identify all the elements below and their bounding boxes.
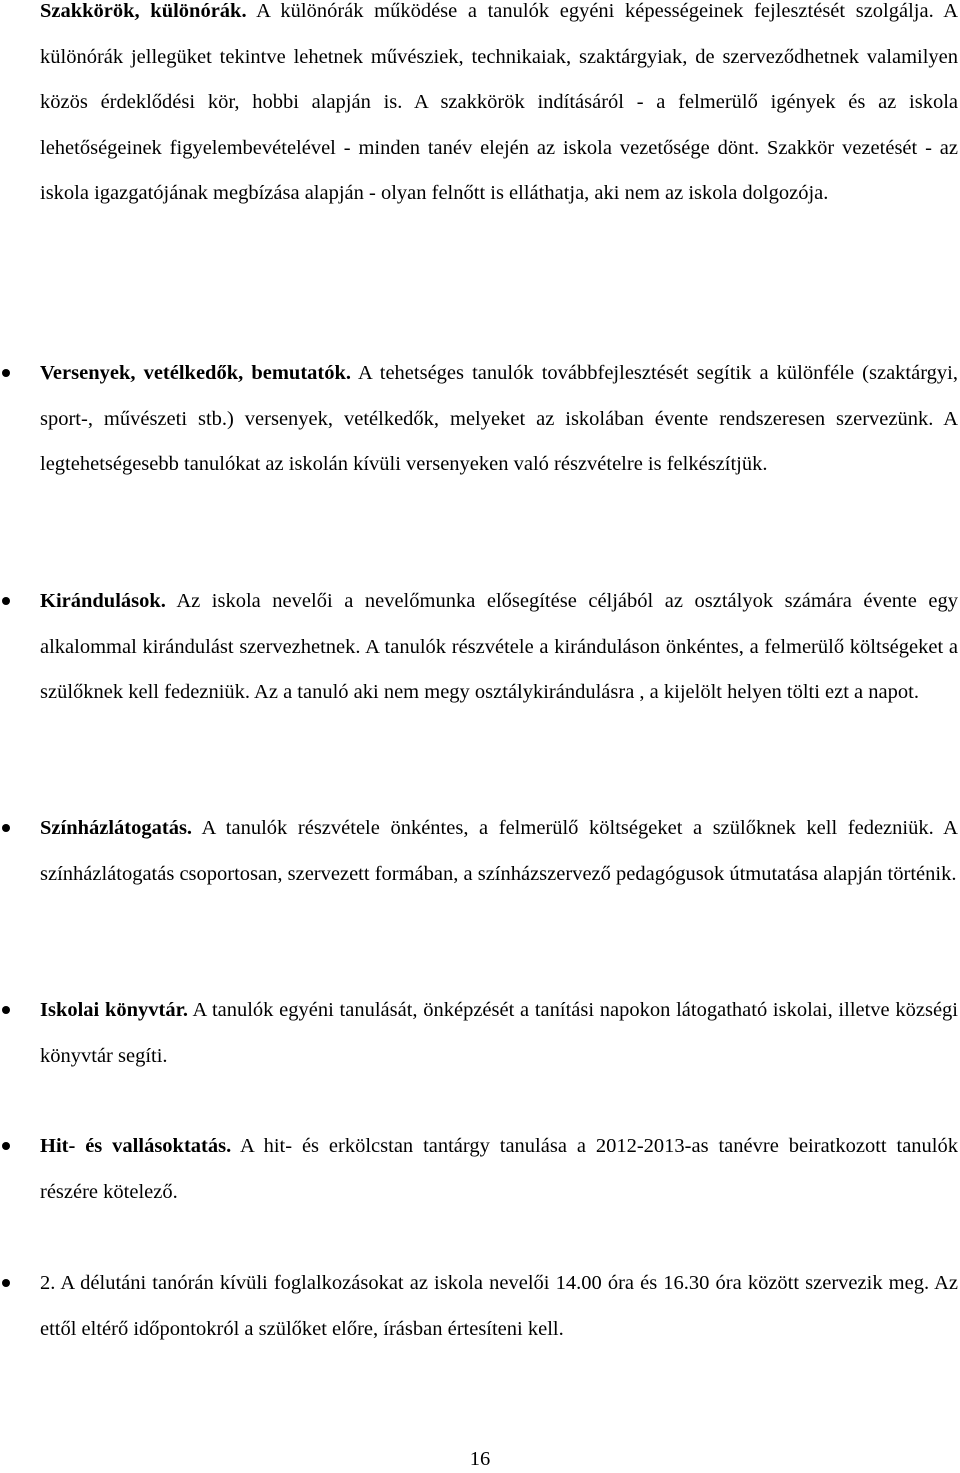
heading-hitoktatas: Hit- és vallásoktatás.: [40, 1135, 232, 1157]
paragraph-kirandulasok: [40, 579, 958, 716]
heading-konyvtar: Iskolai könyvtár.: [40, 999, 188, 1021]
heading-szinhaz: Színházlátogatás.: [40, 817, 193, 839]
text-konyvtar: A tanulók egyéni tanulását, önképzését a tanítási napokon látogatható iskolai, illetve községi könyvtár segíti.: [40, 999, 959, 1067]
bullet-icon: [2, 1279, 10, 1287]
text-kirandulasok: Az iskola nevelői a nevelőmunka elősegítése céljából az osztályok számára évente egy alkalommal kirándulást szervezhetnek. A tanulók részvétele a kiránduláson önkéntes, a felmerülő költségeket a szülőknek kell fedezniük. Az a tanuló aki nem megy osztálykirándulásra , a kijelölt helyen tölti ezt a napot.: [40, 590, 958, 703]
paragraph-szinhaz: [40, 806, 958, 897]
paragraph-hitoktatas: [40, 1124, 958, 1215]
paragraph-szakkorok: [40, 0, 958, 217]
page-number: 16: [469, 1448, 491, 1470]
bullet-icon: [2, 369, 10, 377]
heading-szakkorok: Szakkörök, különórák.: [40, 0, 247, 22]
text-hitoktatas: A hit- és erkölcstan tantárgy tanulása a 2012-2013-as tanévre beiratkozott tanulók részére kötelező.: [40, 1135, 958, 1203]
text-szakkorok: A különórák működése a tanulók egyéni képességeinek fejlesztését szolgálja. A különórák jellegüket tekintve lehetnek művésziek, technikaiak, szaktárgyiak, de szerveződhetnek valamilyen közös érdeklődési kör, hobbi alapján is. A szakkörök indításáról - a felmerülő igények és az iskola lehetőségeinek figyelembevételével - minden tanév elején az iskola vezetősége dönt. Szakkör vezetését - az iskola igazgatójának megbízása alapján - olyan felnőtt is elláthatja, aki nem az iskola dolgozója.: [40, 0, 959, 204]
paragraph-delutani: [40, 1261, 958, 1352]
bullet-icon: [2, 597, 10, 605]
heading-kirandulasok: Kirándulások.: [40, 590, 166, 612]
text-szinhaz: A tanulók részvétele önkéntes, a felmerülő költségeket a szülőknek kell fedezniük. A színházlátogatás csoportosan, szervezett formában, a színházszervező pedagógusok útmutatása alapján történik.: [40, 817, 958, 885]
bullet-icon: [2, 824, 10, 832]
paragraph-versenyek: [40, 351, 958, 488]
paragraph-konyvtar: [40, 988, 958, 1079]
heading-versenyek: Versenyek, vetélkedők, bemutatók.: [40, 362, 351, 384]
bullet-icon: [2, 1006, 10, 1014]
text-versenyek: A tehetséges tanulók továbbfejlesztését segítik a különféle (szaktárgyi, sport-, művészeti stb.) versenyek, vetélkedők, melyeket az iskolában évente rendszeresen szervezünk. A legtehetségesebb tanulókat az iskolán kívüli versenyeken való részvételre is felkészítjük.: [40, 362, 958, 475]
bullet-icon: [2, 1142, 10, 1150]
text-delutani: 2. A délutáni tanórán kívüli foglalkozásokat az iskola nevelői 14.00 óra és 16.30 óra között szervezik meg. Az ettől eltérő időpontokról a szülőket előre, írásban értesíteni kell.: [40, 1272, 958, 1340]
